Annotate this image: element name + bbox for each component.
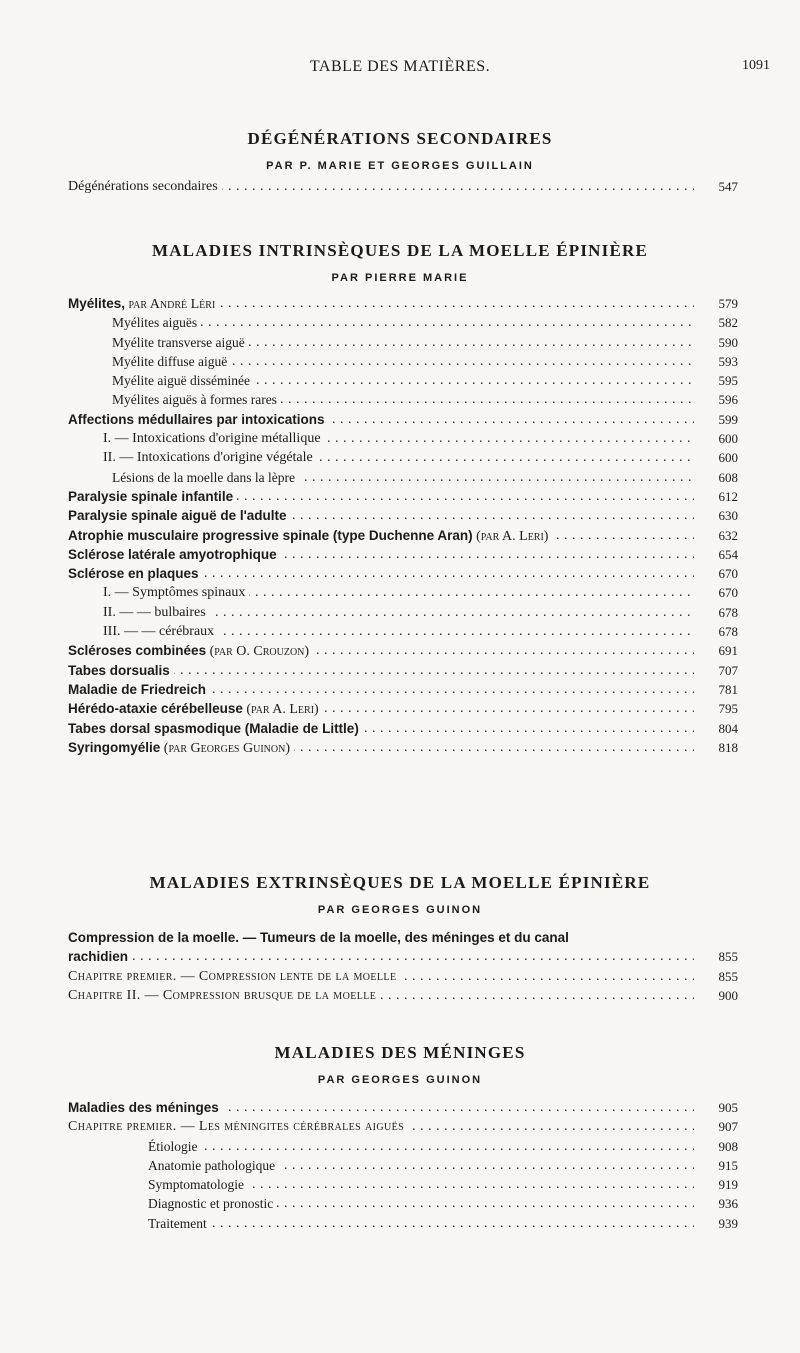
- toc-entry: . . . Diagnostic et pronostic 936: [148, 1194, 738, 1213]
- toc-entry: . . . Étiologie 908: [148, 1137, 738, 1156]
- toc-entry: . . . Syringomyélie (par Georges Guinon) 818: [68, 738, 738, 757]
- toc-page-ref: 608: [698, 468, 738, 487]
- toc-entry: . . . Tabes dorsualis 707: [68, 661, 738, 680]
- toc-page-ref: 905: [698, 1098, 738, 1117]
- toc-entry: . . . Dégénérations secondaires 547: [68, 177, 738, 196]
- toc-entry: . . . Chapitre premier. — Compression lente de la moelle 855: [68, 967, 738, 986]
- section-title: MALADIES DES MÉNINGES: [274, 1043, 526, 1062]
- toc-entry: . . . Sclérose en plaques 670: [68, 564, 738, 583]
- toc-entry: . . . Myélites, par André Léri 579: [68, 294, 738, 313]
- toc-entry: . . . Atrophie musculaire progressive spinale (type Duchenne Aran) (par A. Leri) 632: [68, 526, 738, 545]
- section-title: DÉGÉNÉRATIONS SECONDAIRES: [247, 129, 553, 148]
- toc-entry: . . . Maladies des méninges 905: [68, 1098, 738, 1117]
- toc-page-ref: 590: [698, 333, 738, 352]
- toc-list: [0, 928, 800, 1005]
- toc-page-ref: 612: [698, 487, 738, 506]
- toc-entry: . . . Scléroses combinées (par O. Crouzon) 691: [68, 641, 738, 660]
- toc-entry: . . . Paralysie spinale aiguë de l'adulte 630: [68, 506, 738, 525]
- toc-entry: . . . Chapitre premier. — Les méningites cérébrales aiguës 907: [68, 1117, 738, 1136]
- toc-page-ref: 600: [698, 448, 738, 467]
- toc-page-ref: 582: [698, 313, 738, 332]
- toc-entry: . . . Tabes dorsal spasmodique (Maladie de Little) 804: [68, 719, 738, 738]
- toc-page-ref: 818: [698, 738, 738, 757]
- toc-entry: . . . Traitement 939: [148, 1214, 738, 1233]
- toc-list: [0, 177, 800, 196]
- toc-entry: . . . I. — Intoxications d'origine métallique 600: [103, 429, 738, 448]
- toc-entry: . . . Myélite transverse aiguë 590: [112, 333, 738, 352]
- toc-list: [0, 294, 800, 757]
- toc-page-ref: 855: [698, 967, 738, 986]
- toc-list: [0, 1098, 800, 1233]
- toc-page-ref: 547: [698, 177, 738, 196]
- toc-page-ref: 670: [698, 564, 738, 583]
- toc-entry: Compression de la moelle. — Tumeurs de la moelle, des méninges et du canal . . . rachidien 855: [0, 928, 800, 967]
- section-title: MALADIES INTRINSÈQUES DE LA MOELLE ÉPINIÈRE: [151, 241, 649, 260]
- toc-page-ref: 678: [698, 622, 738, 641]
- toc-entry: . . . Myélites aiguës à formes rares 596: [112, 390, 738, 409]
- toc-entry: . . . Hérédo-ataxie cérébelleuse (par A. Leri) 795: [68, 699, 738, 718]
- toc-entry: . . . Chapitre II. — Compression brusque de la moelle 900: [68, 986, 738, 1005]
- toc-page-ref: 654: [698, 545, 738, 564]
- section-maladies-meninges: [0, 1042, 800, 1233]
- toc-page-ref: 632: [698, 526, 738, 545]
- section-author: PAR PIERRE MARIE: [331, 272, 469, 284]
- toc-entry: . . . Maladie de Friedreich 781: [68, 680, 738, 699]
- toc-entry: . . . II. — — bulbaires 678: [103, 603, 738, 622]
- toc-page-ref: 908: [698, 1137, 738, 1156]
- toc-page-ref: 630: [698, 506, 738, 525]
- toc-entry: . . . Sclérose latérale amyotrophique 654: [68, 545, 738, 564]
- toc-entry: . . . Paralysie spinale infantile 612: [68, 487, 738, 506]
- section-title: MALADIES EXTRINSÈQUES DE LA MOELLE ÉPINIÈRE: [149, 873, 651, 892]
- section-author: PAR GEORGES GUINON: [317, 1074, 483, 1086]
- toc-entry: . . . Myélite aiguë disséminée 595: [112, 371, 738, 390]
- toc-page-ref: 595: [698, 371, 738, 390]
- toc-page-ref: 691: [698, 641, 738, 660]
- toc-page-ref: 855: [698, 947, 738, 966]
- toc-page-ref: 900: [698, 986, 738, 1005]
- toc-page-ref: 919: [698, 1175, 738, 1194]
- section-author: PAR P. MARIE ET GEORGES GUILLAIN: [266, 160, 534, 172]
- toc-page-ref: 707: [698, 661, 738, 680]
- toc-page-ref: 678: [698, 603, 738, 622]
- toc-page-ref: 804: [698, 719, 738, 738]
- page-number: 1091: [742, 58, 770, 73]
- toc-entry: . . . Myélites aiguës 582: [112, 313, 738, 332]
- toc-page-ref: 599: [698, 410, 738, 429]
- section-maladies-intrinseques: [0, 240, 800, 757]
- toc-page-ref: 600: [698, 429, 738, 448]
- toc-entry: . . . II. — Intoxications d'origine végétale 600: [103, 448, 738, 467]
- section-author: PAR GEORGES GUINON: [317, 904, 483, 916]
- running-head: [0, 58, 800, 80]
- toc-page-ref: 915: [698, 1156, 738, 1175]
- toc-page-ref: 579: [698, 294, 738, 313]
- toc-entry: . . . Affections médullaires par intoxications 599: [68, 410, 738, 429]
- toc-page-ref: 939: [698, 1214, 738, 1233]
- toc-entry: . . . Myélite diffuse aiguë 593: [112, 352, 738, 371]
- toc-page-ref: 670: [698, 583, 738, 602]
- toc-page-ref: 936: [698, 1194, 738, 1213]
- toc-entry: . . . Symptomatologie 919: [148, 1175, 738, 1194]
- toc-page-ref: 596: [698, 390, 738, 409]
- toc-entry: . . . III. — — cérébraux 678: [103, 622, 738, 641]
- toc-page-ref: 593: [698, 352, 738, 371]
- toc-page-ref: 907: [698, 1117, 738, 1136]
- toc-entry: . . . Anatomie pathologique 915: [148, 1156, 738, 1175]
- toc-entry: . . . I. — Symptômes spinaux 670: [103, 583, 738, 602]
- toc-entry: . . . Lésions de la moelle dans la lèpre 608: [112, 468, 738, 487]
- section-maladies-extrinseques: [0, 872, 800, 1005]
- toc-page-ref: 781: [698, 680, 738, 699]
- section-degenerations: [0, 128, 800, 196]
- running-head-title: TABLE DES MATIÈRES.: [309, 58, 491, 75]
- toc-page-ref: 795: [698, 699, 738, 718]
